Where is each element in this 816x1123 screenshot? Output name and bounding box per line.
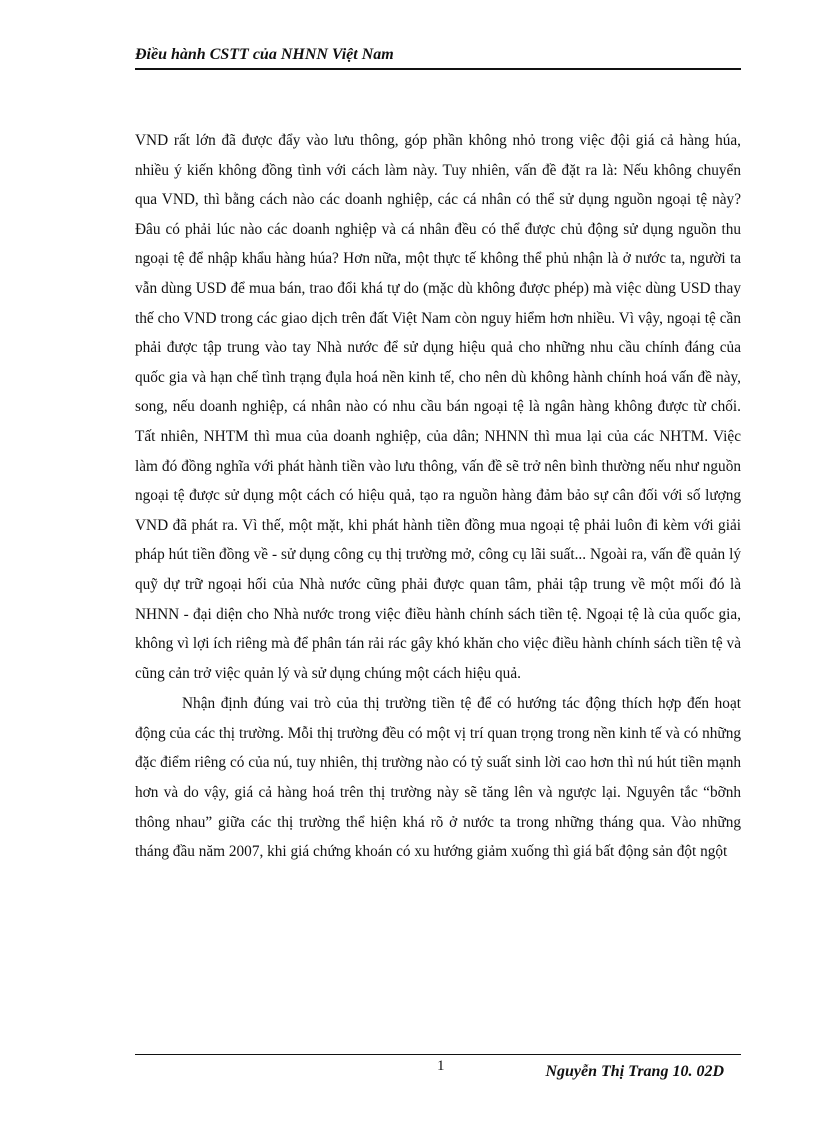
page-number: 1 [437, 1058, 445, 1074]
paragraph-2: Nhận định đúng vai trò của thị trường tiền tệ để có hướng tác động thích hợp đến hoạt động của các thị trường. Mỗi thị trường đều có một vị trí quan trọng trong nền kinh tế và có những đặc điểm riêng có của nú, tuy nhiên, thị trường nào có tỷ suất sinh lời cao hơn thì nú hút tiền mạnh hơn và do vậy, giá cả hàng hoá trên thị trường này sẽ tăng lên và ngược lại. Nguyên tắc “bỡnh thông nhau” giữa các thị trường thể hiện khá rõ ở nước ta trong những tháng qua. Vào những tháng đầu năm 2007, khi giá chứng khoán có xu hướng giảm xuống thì giá bất động sản đột ngột [135, 695, 741, 861]
page-header [135, 44, 741, 70]
body-text [135, 126, 741, 867]
paragraph-1: VND rất lớn đã được đẩy vào lưu thông, góp phần không nhỏ trong việc đội giá cả hàng húa, nhiều ý kiến không đồng tình với cách làm này. Tuy nhiên, vấn đề đặt ra là: Nếu không chuyển qua VND, thì bằng cách nào các doanh nghiệp, các cá nhân có thể sử dụng nguồn ngoại tệ này? Đâu có phải lúc nào các doanh nghiệp và cá nhân đều có thể được chủ động sử dụng nguồn thu ngoại tệ để nhập khẩu hàng húa? Hơn nữa, một thực tế không thể phủ nhận là ở nước ta, người ta vẫn dùng USD để mua bán, trao đổi khá tự do (mặc dù không được phép) mà việc dùng USD thay thế cho VND trong các giao dịch trên đất Việt Nam còn nguy hiểm hơn nhiều. Vì vậy, ngoại tệ cần phải được tập trung vào tay Nhà nước để sử dụng hiệu quả cho những nhu cầu chính đáng của quốc gia và hạn chế tình trạng đụla hoá nền kinh tế, cho nên dù không hành chính hoá vấn đề này, song, nếu doanh nghiệp, cá nhân nào có nhu cầu bán ngoại tệ là ngân hàng không được từ chối. Tất nhiên, NHTM thì mua của doanh nghiệp, của dân; NHNN thì mua lại của các NHTM. Việc làm đó đồng nghĩa với phát hành tiền vào lưu thông, vấn đề sẽ trở nên bình thường nếu như nguồn ngoại tệ được sử dụng một cách có hiệu quả, tạo ra nguồn hàng đảm bảo sự cân đối với số lượng VND đã phát ra. Vì thế, một mặt, khi phát hành tiền đồng mua ngoại tệ phải luôn đi kèm với giải pháp hút tiền đồng về - sử dụng công cụ thị trường mở, công cụ lãi suất... Ngoài ra, vấn đề quản lý quỹ dự trữ ngoại hối của Nhà nước cũng phải được quan tâm, phải tập trung về một mối đó là NHNN - đại diện cho Nhà nước trong việc điều hành chính sách tiền tệ. Ngoại tệ là của quốc gia, không vì lợi ích riêng mà để phân tán rải rác gây khó khăn cho việc điều hành chính sách tiền tệ và cũng cản trở việc quản lý và sử dụng chúng một cách hiệu quả. [135, 132, 741, 682]
page-footer [135, 1054, 741, 1085]
document-title: Điều hành CSTT của NHNN Việt Nam [135, 46, 394, 63]
author-name: Nguyễn Thị Trang 10. 02D [545, 1063, 724, 1080]
